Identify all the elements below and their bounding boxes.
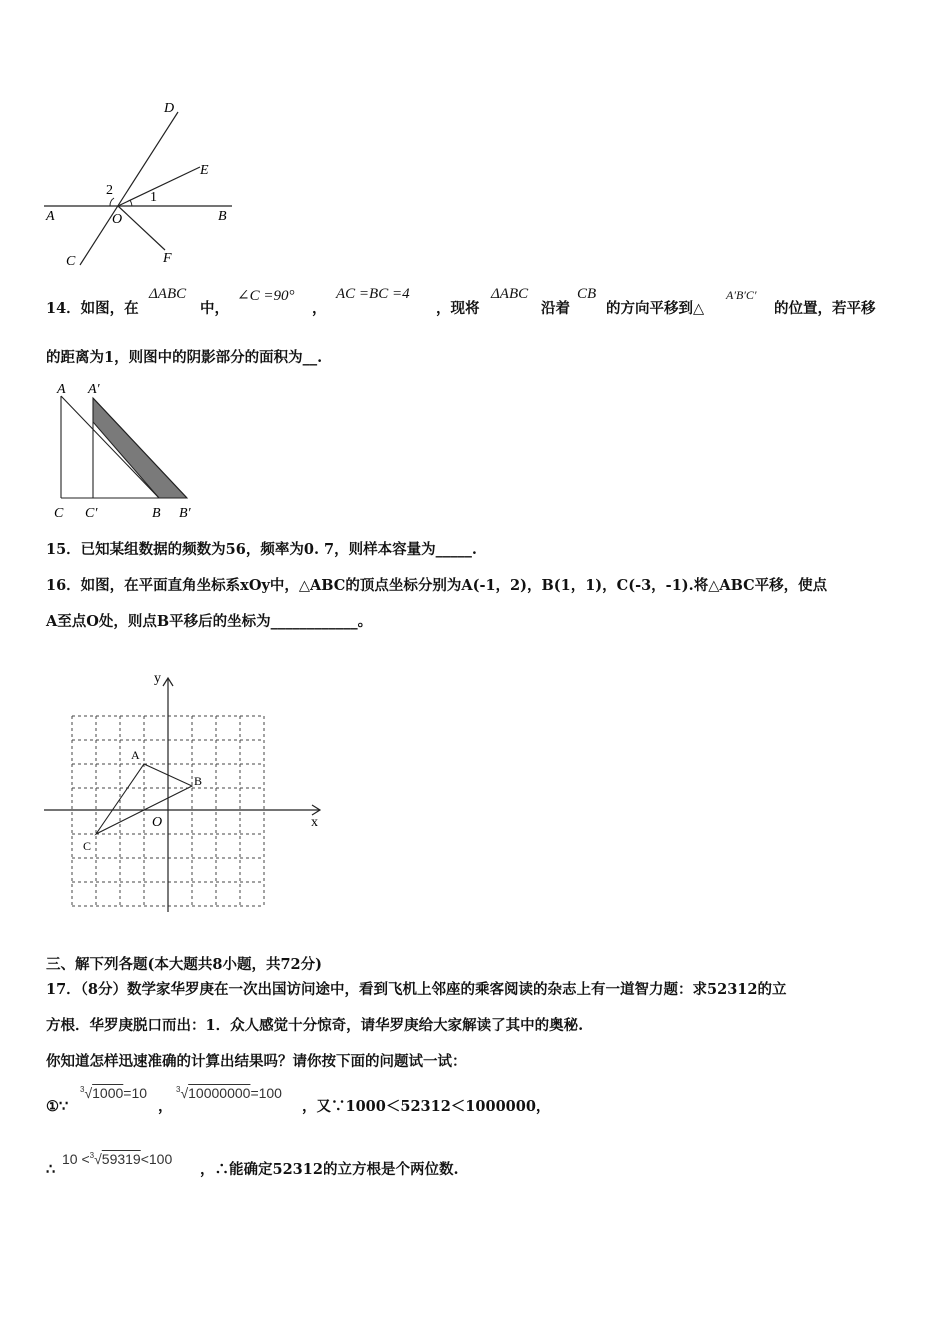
question-16-line1: 16．如图，在平面直角坐标系xOy中，△ABC的顶点坐标分别为A(-1，2)，B(1，1)，C(-3，-1).将△ABC平移，使点 xyxy=(46,577,828,594)
angle-arc-2 xyxy=(110,198,114,206)
side-a-prime-b-prime xyxy=(93,398,187,498)
question-17-line3: 你知道怎样迅速准确的计算出结果吗？请你按下面的问题试一试： xyxy=(46,1053,467,1070)
question-15: 15．已知某组数据的频数为56，频率为0. 7，则样本容量为_____. xyxy=(46,541,477,558)
label-o: O xyxy=(152,815,163,830)
label-x: x xyxy=(311,815,318,830)
figure-translation xyxy=(46,378,206,523)
triangle-abc xyxy=(96,764,192,834)
line-cd xyxy=(80,112,178,265)
figure-angles xyxy=(40,95,240,270)
step1-radicand-1: 1000 xyxy=(92,1085,124,1101)
side-ab xyxy=(61,396,159,498)
question-16-line2: A至点O处，则点B平移后的坐标为____________。 xyxy=(46,613,373,630)
q17-step2 xyxy=(0,1145,950,1185)
question-17-line1: 17．（8分）数学家华罗庚在一次出国访问途中，看到飞机上邻座的乘客阅读的杂志上有一道智力题：求52312的立 xyxy=(46,981,787,998)
q14-tri-prime: A′B′C′ xyxy=(726,288,757,302)
q14-tri-abc: ΔABC xyxy=(149,286,187,302)
step1-rest: ，又∵1000＜52312＜1000000， xyxy=(302,1098,551,1115)
label-a: A xyxy=(131,748,140,762)
q17-step1 xyxy=(0,1080,950,1120)
label-1: 1 xyxy=(150,190,157,205)
q14-angle-c: ∠C =90° xyxy=(237,288,295,304)
q14-move: ，现将 xyxy=(436,300,480,317)
label-c-prime: C′ xyxy=(85,506,98,521)
label-d: D xyxy=(164,101,175,116)
step1-prefix: ①∵ xyxy=(46,1098,69,1115)
step2-inequality: 10 <$^3$√59319<100 xyxy=(62,1151,173,1167)
q14-ac-bc: AC =BC =4 xyxy=(336,286,410,302)
label-b: B xyxy=(194,774,203,788)
section-3-heading: 三、解下列各题(本大题共8小题，共72分) xyxy=(46,956,322,973)
label-c: C xyxy=(54,506,64,521)
q14-comma: ， xyxy=(312,300,327,317)
q14-line2: 的距离为1，则图中的阴影部分的面积为__. xyxy=(46,349,323,366)
step1-radicand-2: 10000000 xyxy=(188,1085,251,1101)
step1-equals-1: =10 xyxy=(123,1085,148,1101)
label-a: A xyxy=(57,382,66,397)
label-c: C xyxy=(66,254,76,269)
figure-coordinate-grid xyxy=(40,668,330,920)
angle-arc-1 xyxy=(130,200,132,206)
ray-of xyxy=(118,206,165,250)
step2-right: <100 xyxy=(140,1151,173,1167)
label-e: E xyxy=(200,163,209,178)
label-f: F xyxy=(163,251,172,266)
q14-tri-abc-2: ΔABC xyxy=(491,286,529,302)
step2-radicand: 59319 xyxy=(101,1151,141,1167)
label-b: B xyxy=(218,209,227,224)
step1-radical-2: $^3$√10000000=100 xyxy=(176,1085,282,1101)
step2-rest: ，∴能确定52312的立方根是个两位数. xyxy=(200,1161,459,1178)
step1-equals-2: =100 xyxy=(250,1085,282,1101)
q14-number: 14．如图，在 xyxy=(46,300,139,317)
q14-cb: CB xyxy=(577,286,597,302)
label-a-prime: A′ xyxy=(88,382,100,397)
step1-separator: ， xyxy=(158,1098,173,1115)
question-14 xyxy=(0,280,950,380)
label-o: O xyxy=(112,212,123,227)
label-c: C xyxy=(83,839,92,853)
label-b: B xyxy=(152,506,161,521)
label-b-prime: B′ xyxy=(179,506,191,521)
step2-left: 10 < xyxy=(62,1151,90,1167)
label-y: y xyxy=(154,671,161,686)
label-2: 2 xyxy=(106,183,113,198)
q14-position: 的位置，若平移 xyxy=(774,300,876,317)
q14-direction: 的方向平移到△ xyxy=(606,300,705,317)
step2-prefix: ∴ xyxy=(46,1161,56,1178)
question-17-line2: 方根．华罗庚脱口而出：1．众人感觉十分惊奇，请华罗庚给大家解读了其中的奥秘. xyxy=(46,1017,584,1034)
label-a: A xyxy=(46,209,55,224)
q14-zhong: 中， xyxy=(200,300,229,317)
step1-radical-1: $^3$√1000=10 xyxy=(80,1085,148,1101)
q14-yanzhe: 沿着 xyxy=(541,300,570,317)
